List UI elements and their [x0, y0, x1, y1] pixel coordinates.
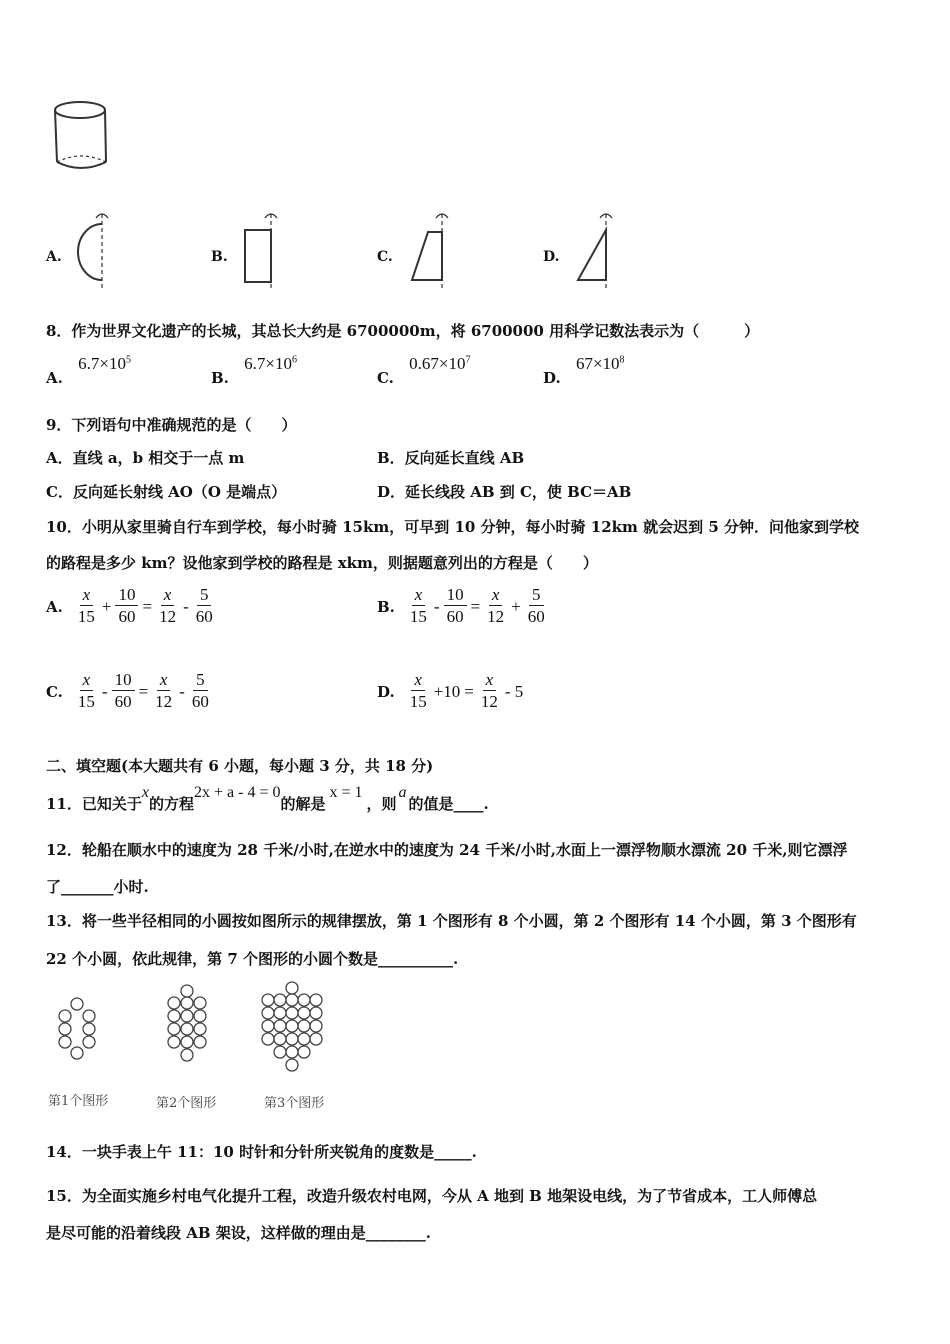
frac-x-15: $\frac{x}{15}$ — [77, 670, 95, 711]
q8-option-c-label: C. — [377, 369, 394, 387]
frac-10-60: $\frac{10}{60}$ — [444, 585, 467, 628]
q8-stem: 8．作为世界文化遗产的长城，其总长大约是 6700000m，将 6700000 用科学记数法表示为（ ） — [46, 322, 760, 340]
q8-option-d — [543, 354, 625, 387]
q8-option-c-times: ×10 — [438, 354, 466, 373]
q8-option-d-base: 67 — [575, 354, 593, 373]
q9-option-b: B．反向延长直线 AB — [377, 449, 525, 467]
q10-option-c: C. $\frac{x}{15}$ - $\frac{10}{60}$ = $\frac{x}{12}$ - $\frac{5}{60}$ — [46, 670, 214, 713]
q9-stem: 9．下列语句中准确规范的是（ ） — [46, 416, 297, 434]
q8-option-a-times: ×10 — [99, 354, 126, 373]
q11-var-a: a — [398, 784, 407, 801]
q7-option-d-label: D. — [543, 249, 560, 265]
q8-option-d-exp: 8 — [619, 354, 625, 366]
q7-option-d-triangle-figure — [568, 210, 624, 292]
q13-caption-1: 第1个图形 — [48, 1094, 109, 1109]
q9-option-a: A．直线 a，b 相交于一点 m — [46, 449, 245, 467]
q7-option-a-label: A. — [46, 249, 62, 265]
q9-option-d: D．延长线段 AB 到 C，使 BC＝AB — [377, 483, 632, 501]
frac-x-15: $\frac{x}{15}$ — [409, 585, 427, 626]
q8-option-d-times: ×10 — [592, 354, 620, 373]
q13-caption-2: 第2个图形 — [156, 1096, 217, 1111]
frac-5-60: $\frac{5}{60}$ — [195, 585, 213, 626]
frac-x-12: $\frac{x}{12}$ — [159, 585, 177, 626]
q8-option-d-label: D. — [543, 369, 561, 387]
q15-line2: 是尽可能的沿着线段 AB 架设，这样做的理由是________. — [46, 1224, 431, 1242]
q13-figure-3-circles — [256, 980, 332, 1086]
q13-line1: 13．将一些半径相同的小圆按如图所示的规律摆放，第 1 个图形有 8 个小圆，第 2 个图形有 14 个小圆，第 3 个图形有 — [46, 912, 857, 930]
q10-stem-line1: 10．小明从家里骑自行车到学校，每小时骑 15km，可早到 10 分钟，每小时骑 12km 就会迟到 5 分钟．问他家到学校 — [46, 518, 860, 536]
frac-x-12: $\frac{x}{12}$ — [480, 670, 498, 711]
q13-figure-2-circles — [158, 984, 218, 1076]
section2-title: 二、填空题(本大题共有 6 小题，每小题 3 分，共 18 分) — [46, 757, 434, 775]
q11-part4: ，则 — [366, 795, 397, 813]
q8-option-b-base: 6.7 — [244, 354, 266, 373]
q10-option-a: A. $\frac{x}{15}$ + $\frac{10}{60}$ = $\frac{x}{12}$ - $\frac{5}{60}$ — [46, 585, 218, 628]
q11-line — [46, 783, 489, 814]
q11-part3: 的解是 — [280, 795, 326, 813]
q8-option-c-exp: 7 — [465, 354, 471, 366]
cylinder-figure — [48, 98, 118, 174]
q10-option-d-label: D. — [377, 682, 395, 701]
q10-stem-line2: 的路程是多少 km？设他家到学校的路程是 xkm，则据题意列出的方程是（ ） — [46, 554, 598, 572]
frac-10-60: $\frac{10}{60}$ — [112, 670, 135, 713]
q11-var-x: x — [141, 784, 149, 801]
q8-option-b — [211, 354, 297, 387]
q11-part5: 的值是____. — [408, 795, 489, 813]
q8-option-a-label: A. — [46, 369, 63, 387]
q8-option-c — [377, 354, 470, 387]
q14-line1: 14．一块手表上午 11：10 时针和分针所夹锐角的度数是_____. — [46, 1143, 477, 1161]
q15-line1: 15．为全面实施乡村电气化提升工程，改造升级农村电网，今从 A 地到 B 地架设电线，为了节省成本，工人师傅总 — [46, 1187, 818, 1205]
q7-option-b-rectangle-figure — [235, 210, 285, 292]
frac-5-60: $\frac{5}{60}$ — [527, 585, 545, 626]
q13-caption-3: 第3个图形 — [264, 1096, 325, 1111]
q11-equation: 2x + a - 4 = 0 — [194, 784, 281, 801]
frac-x-15: $\frac{x}{15}$ — [77, 585, 95, 626]
q11-part1: 11．已知关于 — [46, 795, 142, 813]
q7-option-c-trapezoid-figure — [400, 210, 456, 292]
q8-option-b-label: B. — [211, 369, 229, 387]
q12-line1: 12．轮船在顺水中的速度为 28 千米/小时,在逆水中的速度为 24 千米/小时,水面上一漂浮物顺水漂流 20 千米,则它漂浮 — [46, 841, 848, 859]
q13-figure-1-circles — [50, 996, 110, 1060]
q9-option-c: C．反向延长射线 AO（O 是端点） — [46, 483, 287, 501]
frac-x-15: $\frac{x}{15}$ — [409, 670, 427, 711]
q8-option-b-times: ×10 — [265, 354, 292, 373]
q11-solution: x = 1 — [329, 784, 363, 801]
q7-option-b-label: B. — [211, 249, 228, 265]
q8-option-a — [46, 354, 131, 387]
q12-line2: 了_______小时. — [46, 878, 149, 896]
q8-option-a-base: 6.7 — [78, 354, 100, 373]
q13-line2: 22 个小圆，依此规律，第 7 个图形的小圆个数是__________. — [46, 950, 459, 968]
q10-option-a-label: A. — [46, 597, 63, 616]
q10-option-c-label: C. — [46, 682, 63, 701]
q8-option-b-exp: 6 — [291, 354, 297, 366]
q10-option-b-label: B. — [377, 597, 395, 616]
q7-option-a-semicircle-figure — [70, 210, 120, 292]
q7-option-c-label: C. — [377, 249, 393, 265]
q8-option-a-exp: 5 — [125, 354, 131, 366]
frac-10-60: $\frac{10}{60}$ — [115, 585, 138, 628]
frac-x-12: $\frac{x}{12}$ — [487, 585, 505, 626]
frac-5-60: $\frac{5}{60}$ — [191, 670, 209, 711]
q8-option-c-base: 0.67 — [409, 354, 439, 373]
q10-option-b: B. $\frac{x}{15}$ - $\frac{10}{60}$ = $\frac{x}{12}$ + $\frac{5}{60}$ — [377, 585, 550, 628]
frac-x-12: $\frac{x}{12}$ — [155, 670, 173, 711]
q10-option-d: D. $\frac{x}{15}$ +10 = $\frac{x}{12}$ - 5 — [377, 670, 524, 711]
q11-part2: 的方程 — [148, 795, 194, 813]
